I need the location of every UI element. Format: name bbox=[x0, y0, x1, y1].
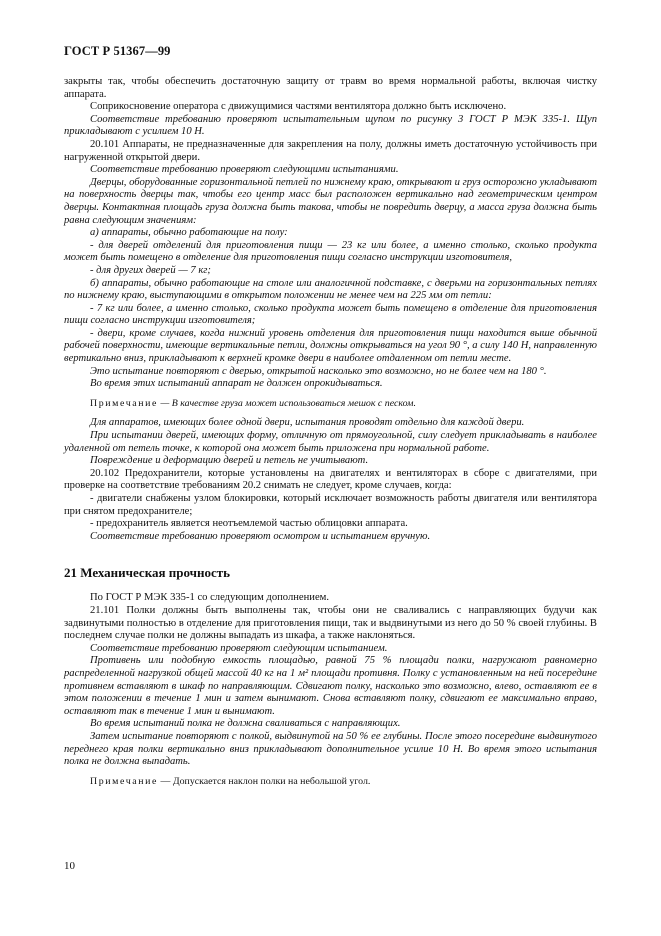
paragraph: Соприкосновение оператора с движущимися частями вентилятора должно быть исключено. bbox=[90, 101, 507, 113]
paragraph: Это испытание повторяют с дверью, открытой насколько это возможно, но не более чем на 180 °. bbox=[90, 365, 547, 377]
paragraph: Соответствие требованию проверяют следующим испытанием. bbox=[90, 642, 388, 654]
note-text: — Допускается наклон полки на небольшой угол. bbox=[160, 775, 371, 787]
paragraph: Во время этих испытаний аппарат не должен опрокидываться. bbox=[90, 378, 383, 390]
paragraph: Затем испытание повторяют с полкой, выдвинутой на 50 % ее глубины. После этого посередине выдвинутого переднего края полки вертикально вниз прикладывают дополнительное усилие 10 Н. Во время этого испытания полка не должна выпадать. bbox=[64, 730, 597, 768]
paragraph: Соответствие требованию проверяют осмотром и испытанием вручную. bbox=[90, 530, 431, 542]
list-item: - двигатели снабжены узлом блокировки, который исключает возможность работы двигателя или вентилятора при снятом предохранителе; bbox=[64, 493, 597, 517]
paragraph: При испытании дверей, имеющих форму, отличную от прямоугольной, силу следует прикладывать в наиболее удаленной от петель точке, к которой она может быть приложена при нормальной работе. bbox=[64, 430, 597, 454]
note bbox=[64, 776, 597, 789]
note-label: Примечание bbox=[90, 397, 159, 409]
list-item: - для дверей отделений для приготовления пищи — 23 кг или более, а именно столько, сколько продукта может быть помещено в отделение для приготовления пищи согласно инструкции изготовителя, bbox=[64, 239, 597, 264]
paragraph: Противень или подобную емкость площадью, равной 75 % площади полки, нагружают равномерно распределенной нагрузкой общей массой 40 кг на 1 м² площади противня. Полку с установленным на ней посередине противнем вставляют в шкаф по направляющим. Сдвигают полку, насколько это возможно, влево, оставляют ее в этом положении в течение 1 мин и затем вынимают. Снова вставляют полку, сдвигают ее максимально вправо, оставляют так в течение 1 мин и вынимают. bbox=[64, 655, 597, 717]
note bbox=[64, 398, 597, 411]
clause-20-101: 20.101 Аппараты, не предназначенные для закрепления на полу, должны иметь достаточную устойчивость при нагруженной открытой двери. bbox=[64, 138, 597, 163]
paragraph: закрыты так, чтобы обеспечить достаточную защиту от травм во время нормальной работы, включая чистку аппарата. bbox=[64, 76, 597, 100]
document-body bbox=[64, 76, 597, 788]
paragraph: По ГОСТ Р МЭК 335-1 со следующим дополнением. bbox=[90, 592, 329, 604]
paragraph: Соответствие требованию проверяют следующими испытаниями. bbox=[90, 164, 399, 176]
paragraph: Для аппаратов, имеющих более одной двери, испытания проводят отдельно для каждой двери. bbox=[90, 417, 525, 429]
list-item: - предохранитель является неотъемлемой частью облицовки аппарата. bbox=[90, 518, 408, 530]
clause-21-101: 21.101 Полки должны быть выполнены так, чтобы они не сваливались с направляющих будучи как задвинутыми полностью в отделение для приготовления пищи, так и выдвинутыми из него до 50 % своей глубины. В последнем случае полки не должны выпадать из шкафа, а также наклоняться. bbox=[64, 604, 597, 642]
paragraph: Дверцы, оборудованные горизонтальной петлей по нижнему краю, открывают и груз осторожно укладывают на поверхность дверцы так, чтобы его центр масс был расположен вертикально над геометрическим центром дверцы. Контактная площадь груза должна быть такова, чтобы не повредить дверцу, а масса груза должна быть равна следующим значениям: bbox=[64, 176, 597, 226]
document-header: ГОСТ Р 51367—99 bbox=[64, 44, 171, 58]
list-item: - двери, кроме случаев, когда нижний уровень отделения для приготовления пищи находится выше обычной рабочей поверхности, имеющие вертикальные петли, должны открываться на угол 90 °, а силу 140 Н, направленную вертикально вниз, прикладывают к верхней кромке двери в наиболее отдаленном от петли месте. bbox=[64, 327, 597, 365]
note-label: Примечание bbox=[90, 775, 159, 787]
note-text: — В качестве груза может использоваться мешок с песком. bbox=[160, 397, 416, 409]
paragraph: Повреждение и деформацию дверей и петель не учитывают. bbox=[90, 455, 369, 467]
paragraph: Во время испытаний полка не должна сваливаться с направляющих. bbox=[90, 718, 401, 730]
page-number: 10 bbox=[64, 860, 75, 872]
list-item: а) аппараты, обычно работающие на полу: bbox=[90, 227, 288, 239]
clause-20-102: 20.102 Предохранители, которые установлены на двигателях и вентиляторах в сборе с двигателями, при проверке на соответствие требованиям 20.2 снимать не следует, кроме случаев, когда: bbox=[64, 467, 597, 492]
list-item: - для других дверей — 7 кг; bbox=[90, 264, 211, 276]
paragraph: Соответствие требованию проверяют испытательным щупом по рисунку 3 ГОСТ Р МЭК 335-1. Щуп прикладывают с усилием 10 Н. bbox=[64, 113, 597, 138]
list-item: б) аппараты, обычно работающие на столе или аналогичной подставке, с дверьми на горизонтальных петлях по нижнему краю, выступающими в открытом положении не менее чем на 225 мм от петли: bbox=[64, 277, 597, 302]
list-item: - 7 кг или более, а именно столько, сколько продукта может быть помещено в отделение для приготовления пищи согласно инструкции изготовителя; bbox=[64, 302, 597, 327]
section-heading: 21 Механическая прочность bbox=[64, 565, 231, 581]
